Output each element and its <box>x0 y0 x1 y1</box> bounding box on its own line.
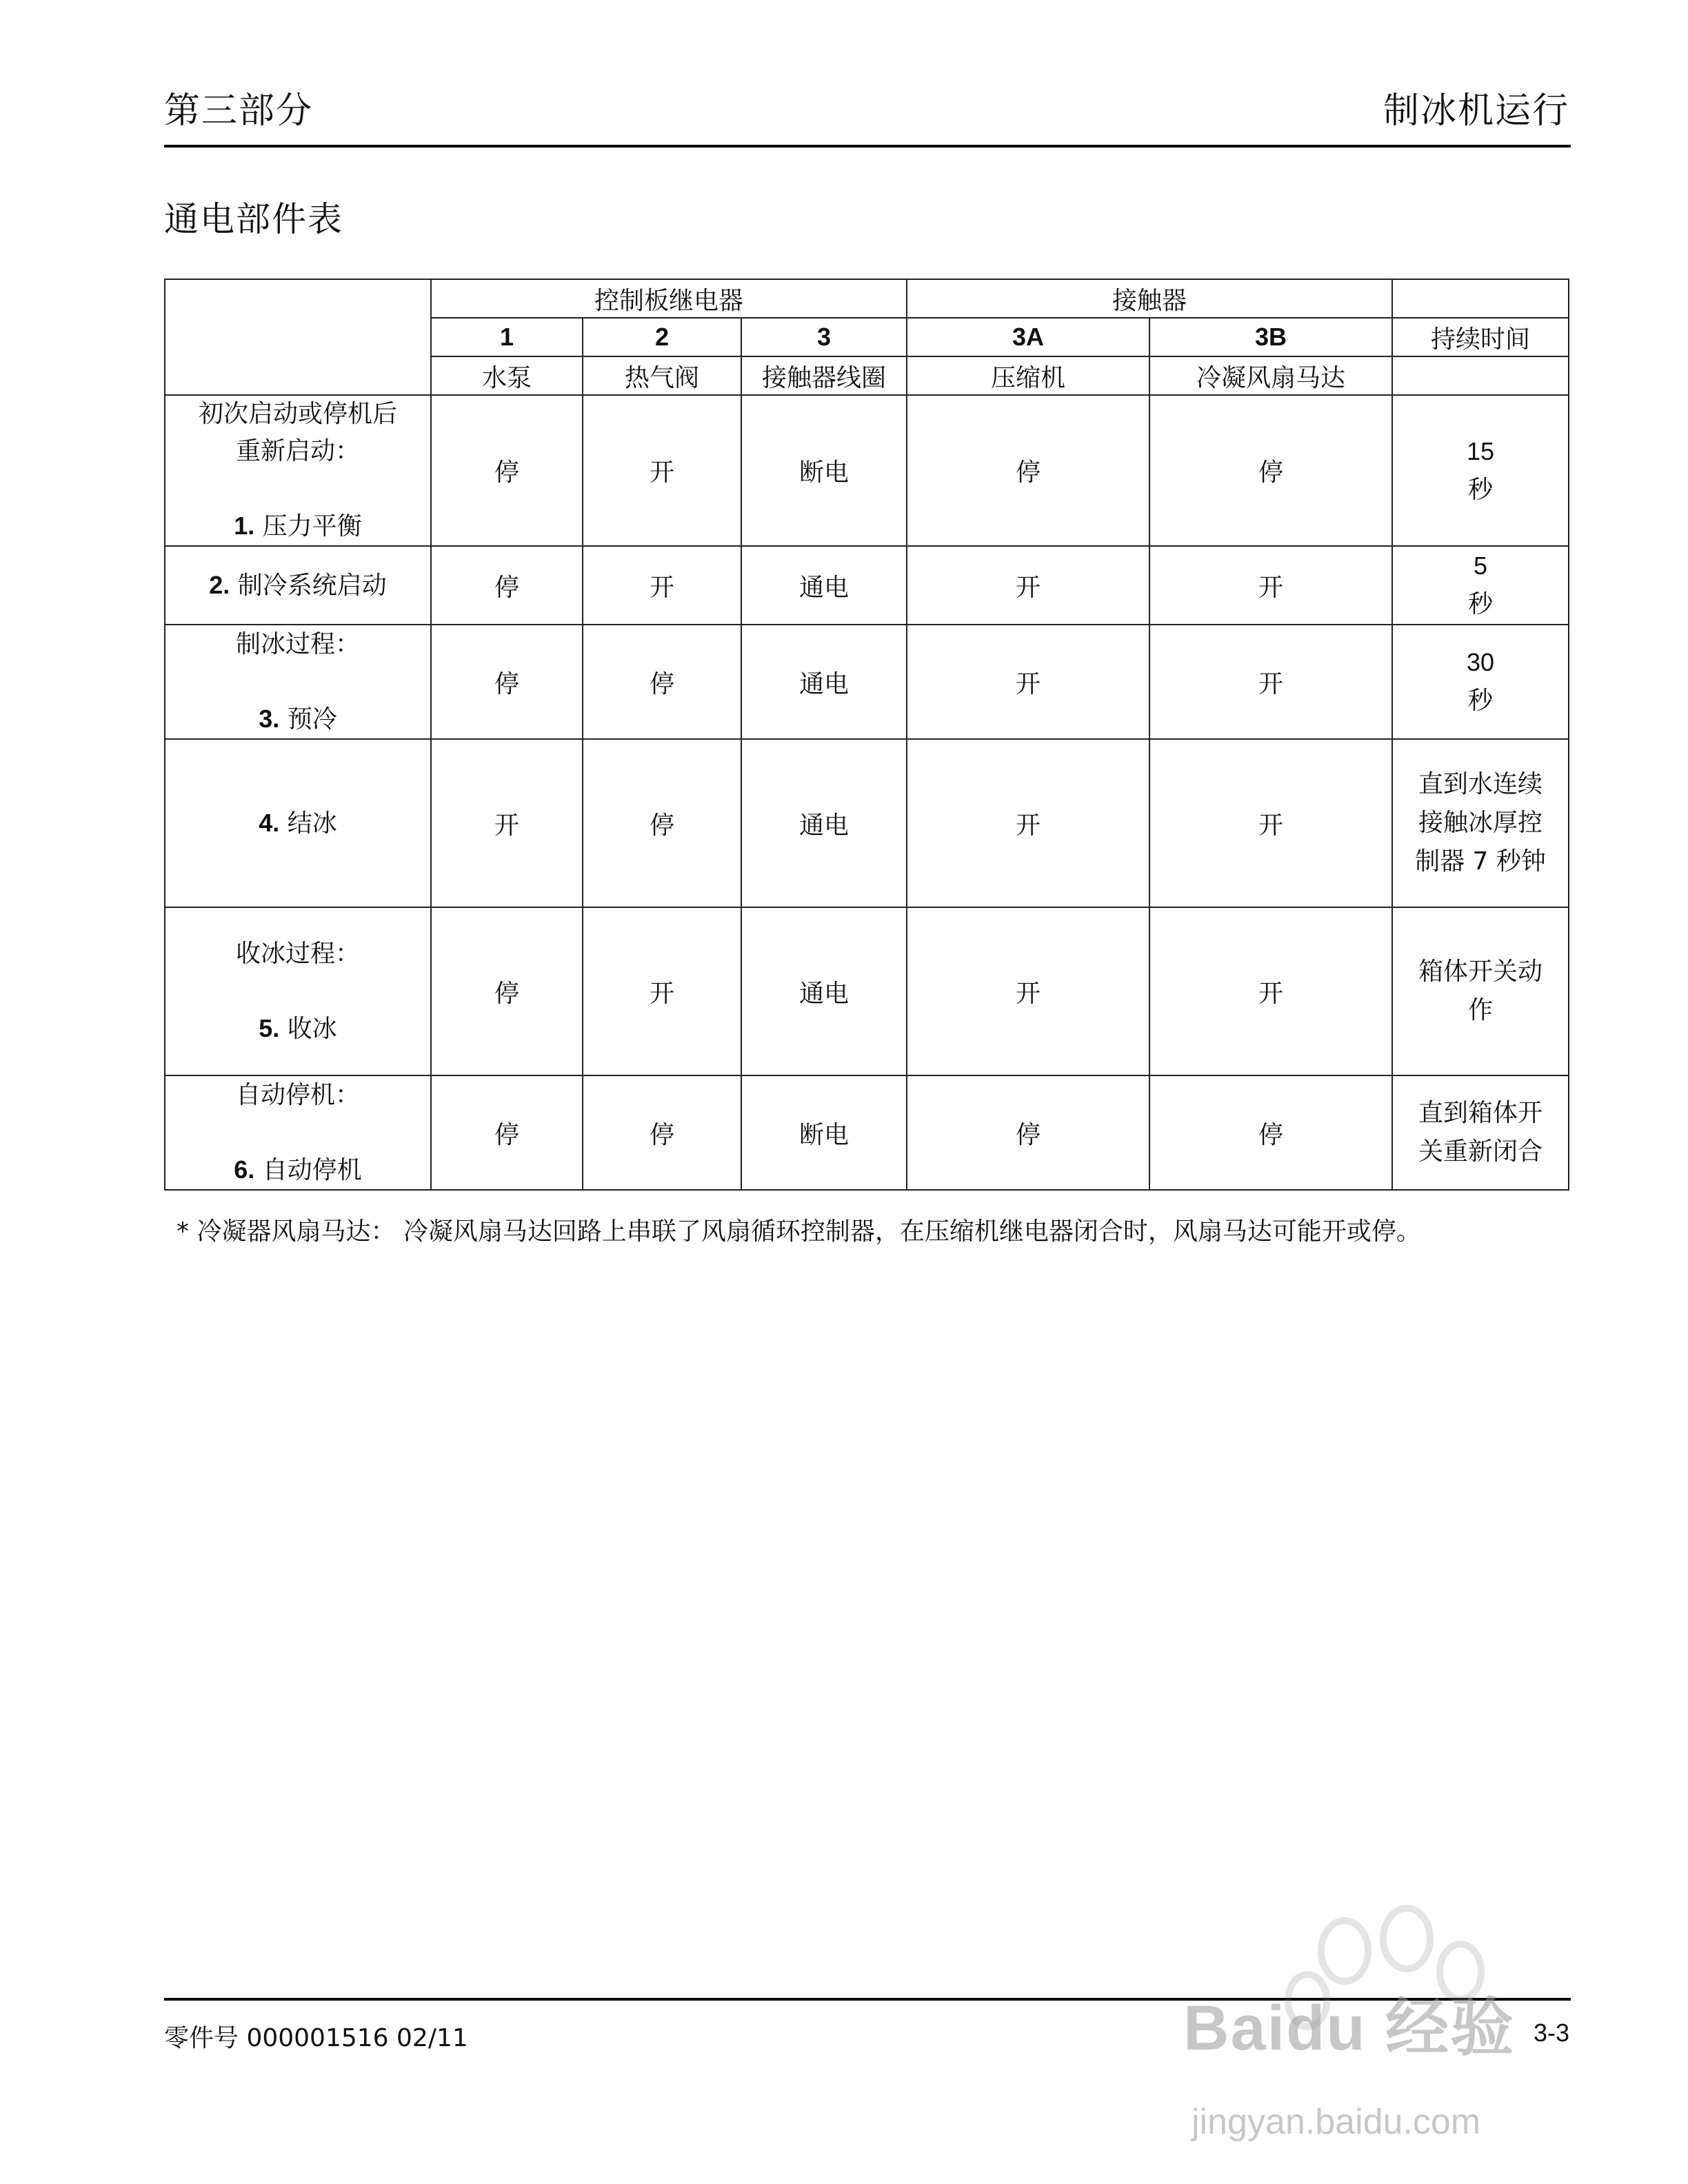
step-label: 收冰 <box>287 1014 337 1043</box>
duration-line: 秒 <box>1468 475 1494 504</box>
cell: 停 <box>431 1075 583 1190</box>
corner-cell <box>165 279 431 395</box>
step-label: 自动停机 <box>262 1155 362 1184</box>
stage-line: 收冰过程： <box>235 939 360 968</box>
cell: 开 <box>1149 625 1392 739</box>
cell: 开 <box>907 739 1149 907</box>
cell: 停 <box>431 625 583 739</box>
step-label: 制冷系统启动 <box>237 571 387 600</box>
col-name-3a: 压缩机 <box>907 356 1149 395</box>
cell: 开 <box>583 395 741 546</box>
duration-line: 关重新闭合 <box>1418 1138 1543 1166</box>
step-number: 6. <box>234 1155 255 1184</box>
cell: 停 <box>1149 1075 1392 1190</box>
duration-line: 15 <box>1466 436 1495 465</box>
cell: 停 <box>431 546 583 625</box>
stage-cell-3 <box>165 625 431 739</box>
step-number: 4. <box>259 808 280 837</box>
cell: 开 <box>583 546 741 625</box>
part-number: 零件号 000001516 02/11 <box>164 2024 468 2052</box>
stage-line: 初次启动或停机后 <box>198 400 397 428</box>
duration-cell-4 <box>1392 739 1569 907</box>
col-name-3: 接触器线圈 <box>741 356 907 395</box>
cell: 开 <box>907 625 1149 739</box>
watermark-url: jingyan.baidu.com <box>1192 2102 1481 2142</box>
cell: 开 <box>1149 739 1392 907</box>
cell: 开 <box>907 546 1149 625</box>
duration-cell-2 <box>1392 546 1569 625</box>
header-rule <box>164 145 1571 148</box>
cell: 停 <box>431 907 583 1075</box>
energized-parts-table <box>164 279 1569 1191</box>
cell: 停 <box>907 395 1149 546</box>
duration-line: 直到水连续 <box>1418 770 1543 798</box>
step-label: 预冷 <box>287 705 337 734</box>
cell: 开 <box>907 907 1149 1075</box>
stage-cell-6 <box>165 1075 431 1190</box>
stage-line: 重新启动： <box>235 437 360 465</box>
cell: 开 <box>1149 907 1392 1075</box>
step-number: 2. <box>209 570 230 599</box>
duration-cell-3 <box>1392 625 1569 739</box>
cell: 停 <box>907 1075 1149 1190</box>
relays-group-header: 控制板继电器 <box>431 279 907 318</box>
duration-cell-6 <box>1392 1075 1569 1190</box>
cell: 断电 <box>741 1075 907 1190</box>
stage-cell-1 <box>165 395 431 546</box>
duration-header-blank <box>1392 279 1569 318</box>
page-title: 通电部件表 <box>164 199 343 239</box>
stage-line: 自动停机： <box>235 1080 360 1109</box>
duration-subheader-blank <box>1392 356 1569 395</box>
col-name-1: 水泵 <box>431 356 583 395</box>
page-number: 3-3 <box>1533 2019 1569 2047</box>
stage-cell-4 <box>165 739 431 907</box>
cell: 断电 <box>741 395 907 546</box>
duration-line: 制器 7 秒钟 <box>1415 847 1546 876</box>
duration-line: 30 <box>1466 648 1495 676</box>
col-num-3b: 3B <box>1149 318 1392 356</box>
col-name-2: 热气阀 <box>583 356 741 395</box>
cell: 开 <box>431 739 583 907</box>
footnote: * 冷凝器风扇马达： 冷凝风扇马达回路上串联了风扇循环控制器，在压缩机继电器闭合时，风扇马达可能开或停。 <box>177 1217 1421 1246</box>
cell: 停 <box>583 739 741 907</box>
duration-line: 作 <box>1468 996 1494 1024</box>
duration-line: 秒 <box>1468 687 1494 715</box>
duration-line: 直到箱体开 <box>1418 1099 1543 1127</box>
step-label: 结冰 <box>287 809 337 838</box>
cell: 通电 <box>741 739 907 907</box>
duration-line: 箱体开关动 <box>1418 958 1543 986</box>
chapter-title: 制冰机运行 <box>1383 90 1569 132</box>
stage-cell-5 <box>165 907 431 1075</box>
duration-cell-5 <box>1392 907 1569 1075</box>
step-number: 5. <box>259 1013 280 1042</box>
cell: 停 <box>431 395 583 546</box>
duration-line: 接触冰厚控 <box>1418 809 1543 837</box>
cell: 开 <box>1149 546 1392 625</box>
stage-cell-2 <box>165 546 431 625</box>
contactor-group-header: 接触器 <box>907 279 1392 318</box>
step-number: 1. <box>234 512 255 540</box>
step-label: 压力平衡 <box>262 512 362 540</box>
stage-line: 制冰过程： <box>235 629 360 658</box>
cell: 停 <box>583 1075 741 1190</box>
col-num-3: 3 <box>741 318 907 356</box>
cell: 停 <box>1149 395 1392 546</box>
duration-line: 5 <box>1474 552 1488 580</box>
duration-line: 秒 <box>1468 590 1494 618</box>
col-num-3a: 3A <box>907 318 1149 356</box>
duration-cell-1 <box>1392 395 1569 546</box>
cell: 通电 <box>741 625 907 739</box>
col-num-1: 1 <box>431 318 583 356</box>
cell: 通电 <box>741 546 907 625</box>
cell: 通电 <box>741 907 907 1075</box>
cell: 开 <box>583 907 741 1075</box>
step-number: 3. <box>259 704 280 733</box>
col-num-2: 2 <box>583 318 741 356</box>
watermark-brand: Baidu 经验 <box>1183 1993 1516 2063</box>
duration-header: 持续时间 <box>1392 318 1569 356</box>
col-name-3b: 冷凝风扇马达 <box>1149 356 1392 395</box>
cell: 停 <box>583 625 741 739</box>
section-title: 第三部分 <box>164 90 314 132</box>
